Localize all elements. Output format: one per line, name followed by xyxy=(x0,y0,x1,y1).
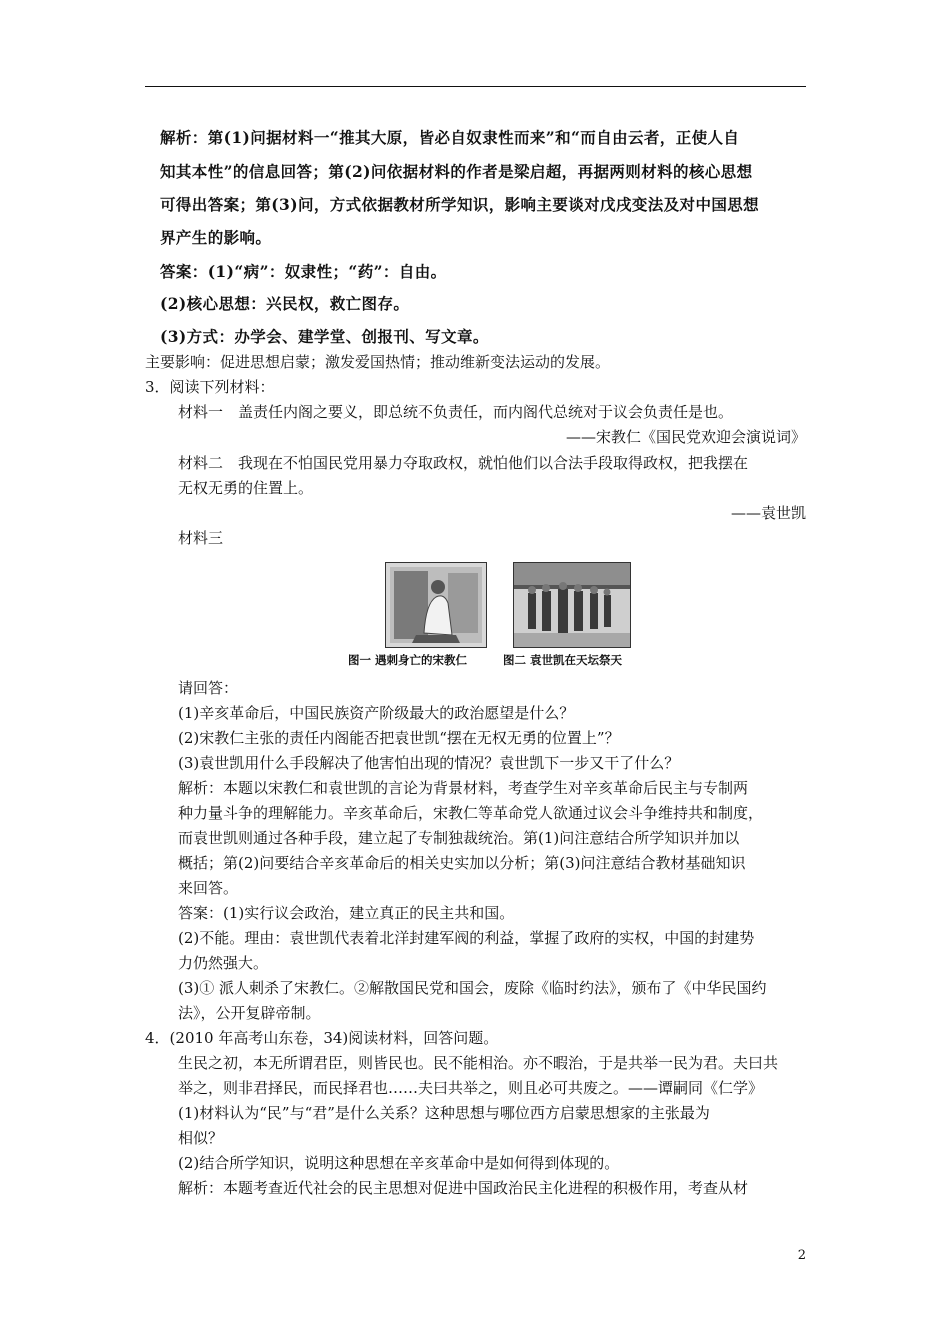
answer-line-3: (3)方式：办学会、建学堂、创报刊、写文章。 xyxy=(160,327,489,346)
page-number: 2 xyxy=(797,1248,806,1263)
analysis-line-2: 知其本性”的信息回答；第(2)问依据材料的作者是梁启超，再据两则材料的核心思想 xyxy=(160,162,753,181)
q4-material-2: 举之，则非君择民，而民择君也……夫曰共举之，则且必可共废之。——谭嗣同《仁学》 xyxy=(178,1079,764,1097)
q3-intro: 3．阅读下列材料： xyxy=(145,378,275,396)
main-influence: 主要影响：促进思想启蒙；激发爱国热情；推动维新变法运动的发展。 xyxy=(145,353,611,371)
q4-question-1-cont: 相似？ xyxy=(178,1129,224,1147)
q3-ask: 请回答： xyxy=(178,679,239,697)
figure-2-caption: 图二 袁世凯在天坛祭天 xyxy=(503,653,623,667)
analysis-line-3: 可得出答案；第(3)问，方式依据教材所学知识，影响主要谈对戊戌变法及对中国思想 xyxy=(160,195,760,214)
q3-material-1-source: ——宋教仁《国民党欢迎会演说词》 xyxy=(565,428,806,446)
q3-analysis-1: 解析：本题以宋教仁和袁世凯的言论为背景材料，考查学生对辛亥革命后民主与专制两 xyxy=(178,779,749,797)
q3-answer-4: (3)① 派人刺杀了宋教仁。②解散国民党和国会，废除《临时约法》，颁布了《中华民国约 xyxy=(178,979,767,997)
q3-analysis-5: 来回答。 xyxy=(178,879,239,897)
q3-analysis-2: 种力量斗争的理解能力。辛亥革命后，宋教仁等革命党人欲通过议会斗争维持共和制度， xyxy=(178,804,764,822)
q3-material-1: 材料一 盖责任内阁之要义，即总统不负责任，而内阁代总统对于议会负责任是也。 xyxy=(178,403,734,421)
figure-1-caption: 图一 遇刺身亡的宋教仁 xyxy=(348,653,468,667)
q3-analysis-3: 而袁世凯则通过各种手段，建立起了专制独裁统治。第(1)问注意结合所学知识并加以 xyxy=(178,829,740,847)
q4-material-1: 生民之初，本无所谓君臣，则皆民也。民不能相治。亦不暇治，于是共举一民为君。夫曰共 xyxy=(178,1054,779,1072)
figure-yuan-shikai-photo xyxy=(513,562,631,648)
q3-material-2-line-1: 材料二 我现在不怕国民党用暴力夺取政权，就怕他们以合法手段取得政权，把我摆在 xyxy=(178,454,749,472)
q3-answer-2: (2)不能。理由：袁世凯代表着北洋封建军阀的利益，掌握了政府的实权，中国的封建势 xyxy=(178,929,755,947)
q4-analysis: 解析：本题考查近代社会的民主思想对促进中国政治民主化进程的积极作用，考查从材 xyxy=(178,1179,749,1197)
analysis-line-4: 界产生的影响。 xyxy=(160,228,272,247)
q3-answer-5: 法》，公开复辟帝制。 xyxy=(178,1004,321,1022)
q4-intro: 4．(2010 年高考山东卷，34)阅读材料，回答问题。 xyxy=(145,1029,499,1047)
q3-question-3: (3)袁世凯用什么手段解决了他害怕出现的情况？袁世凯下一步又干了什么？ xyxy=(178,754,680,772)
q4-question-2: (2)结合所学知识，说明这种思想在辛亥革命中是如何得到体现的。 xyxy=(178,1154,620,1172)
q3-material-3-label: 材料三 xyxy=(178,529,224,547)
q3-material-2-source: ——袁世凯 xyxy=(730,504,806,522)
q3-question-1: (1)辛亥革命后，中国民族资产阶级最大的政治愿望是什么？ xyxy=(178,704,575,722)
analysis-line-1: 解析：第(1)问据材料一“推其大原，皆必自奴隶性而来”和“而自由云者，正使人自 xyxy=(160,128,740,147)
q3-analysis-4: 概括；第(2)问要结合辛亥革命后的相关史实加以分析；第(3)问注意结合教材基础知识 xyxy=(178,854,746,872)
q3-answer-1: 答案：(1)实行议会政治，建立真正的民主共和国。 xyxy=(178,904,515,922)
header-rule xyxy=(145,86,806,87)
q3-material-2-line-2: 无权无勇的住置上。 xyxy=(178,479,314,497)
figure-song-jiaoren-photo xyxy=(385,562,487,648)
answer-line-1: 答案：(1)“病”：奴隶性；“药”：自由。 xyxy=(160,262,447,281)
answer-line-2: (2)核心思想：兴民权，救亡图存。 xyxy=(160,294,410,313)
q3-question-2: (2)宋教仁主张的责任内阁能否把袁世凯“摆在无权无勇的位置上”？ xyxy=(178,729,620,747)
q4-question-1: (1)材料认为“民”与“君”是什么关系？这种思想与哪位西方启蒙思想家的主张最为 xyxy=(178,1104,710,1122)
q3-answer-3: 力仍然强大。 xyxy=(178,954,269,972)
